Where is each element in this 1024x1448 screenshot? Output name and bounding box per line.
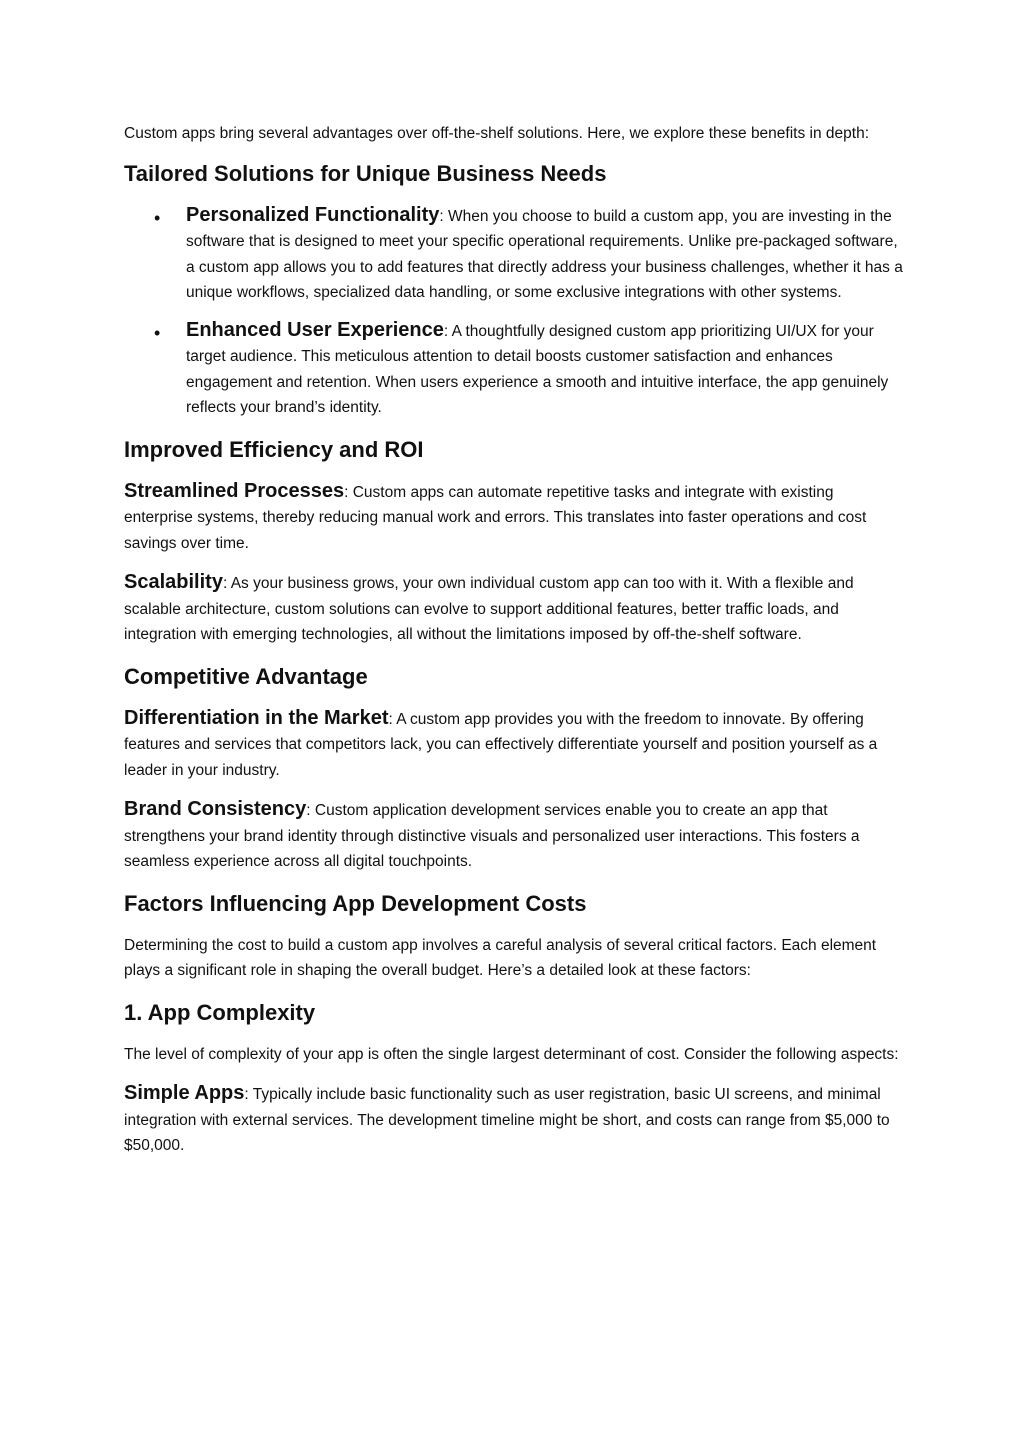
paragraph-scalability bbox=[124, 570, 904, 648]
description-text: : When you choose to build a custom app, you are investing in the software that is designed to meet your specific operational requirements. Unlike pre-packaged software, a custom app allows you to add features that directly address your business challenges, whether it has a unique workflows, specialized data handling, or some exclusive integrations with other systems. bbox=[186, 207, 903, 301]
heading-improved-efficiency: Improved Efficiency and ROI bbox=[124, 436, 424, 462]
description-text: : Custom application development services enable you to create an app that strengthens your brand identity through distinctive visuals and personalized user interactions. This fosters a seamless experience across all digital touchpoints. bbox=[124, 802, 860, 870]
bullet-icon: • bbox=[154, 207, 161, 228]
list-item-enhanced-user-experience bbox=[124, 318, 904, 421]
paragraph-app-complexity: The level of complexity of your app is often the single largest determinant of cost. Consider the following aspects: bbox=[124, 1045, 899, 1063]
term-differentiation: Differentiation in the Market bbox=[124, 706, 389, 729]
heading-tailored-solutions: Tailored Solutions for Unique Business Needs bbox=[124, 160, 607, 186]
paragraph-streamlined-processes bbox=[124, 479, 904, 557]
list-item-paragraph bbox=[186, 318, 904, 421]
description-text: : Custom apps can automate repetitive tasks and integrate with existing enterprise systems, thereby reducing manual work and errors. This translates into faster operations and cost savings over time. bbox=[124, 483, 867, 552]
bullet-icon: • bbox=[154, 322, 161, 343]
heading-factors-influencing-costs: Factors Influencing App Development Costs bbox=[124, 890, 587, 916]
description-text: : As your business grows, your own individual custom app can too with it. With a flexible and scalable architecture, custom solutions can evolve to support additional features, better traffic loads, and integration with emerging technologies, all without the limitations imposed by off-the-shelf software. bbox=[124, 575, 854, 643]
paragraph-simple-apps bbox=[124, 1081, 904, 1159]
term-enhanced-user-experience: Enhanced User Experience bbox=[186, 318, 444, 341]
intro-paragraph: Custom apps bring several advantages over off-the-shelf solutions. Here, we explore these benefits in depth: bbox=[124, 125, 869, 142]
paragraph-brand-consistency bbox=[124, 797, 904, 875]
description-text: : A custom app provides you with the freedom to innovate. By offering features and services that competitors lack, you can effectively differentiate yourself and position yourself as a leader in your industry. bbox=[124, 710, 878, 779]
list-item-paragraph bbox=[186, 203, 904, 306]
document-page bbox=[124, 121, 904, 1159]
term-personalized-functionality: Personalized Functionality bbox=[186, 203, 440, 226]
tailored-benefits-list bbox=[124, 203, 904, 421]
description-text: : A thoughtfully designed custom app prioritizing UI/UX for your target audience. This meticulous attention to detail boosts customer satisfaction and enhances engagement and retention. When users experience a smooth and intuitive interface, the app genuinely reflects your brand’s identity. bbox=[186, 322, 889, 416]
term-brand-consistency: Brand Consistency bbox=[124, 798, 307, 820]
term-scalability: Scalability bbox=[124, 571, 223, 593]
term-simple-apps: Simple Apps bbox=[124, 1082, 245, 1104]
heading-app-complexity: 1. App Complexity bbox=[124, 999, 316, 1025]
paragraph-differentiation bbox=[124, 706, 904, 784]
heading-competitive-advantage: Competitive Advantage bbox=[124, 663, 368, 689]
term-streamlined-processes: Streamlined Processes bbox=[124, 479, 345, 502]
description-text: : Typically include basic functionality such as user registration, basic UI screens, and minimal integration with external services. The development timeline might be short, and costs can range from $5,000 to $50,000. bbox=[124, 1086, 890, 1154]
paragraph-factors: Determining the cost to build a custom app involves a careful analysis of several critical factors. Each element plays a significant role in shaping the overall budget. Here’s a detailed look at these factors: bbox=[124, 936, 877, 979]
list-item-personalized-functionality bbox=[124, 203, 904, 306]
